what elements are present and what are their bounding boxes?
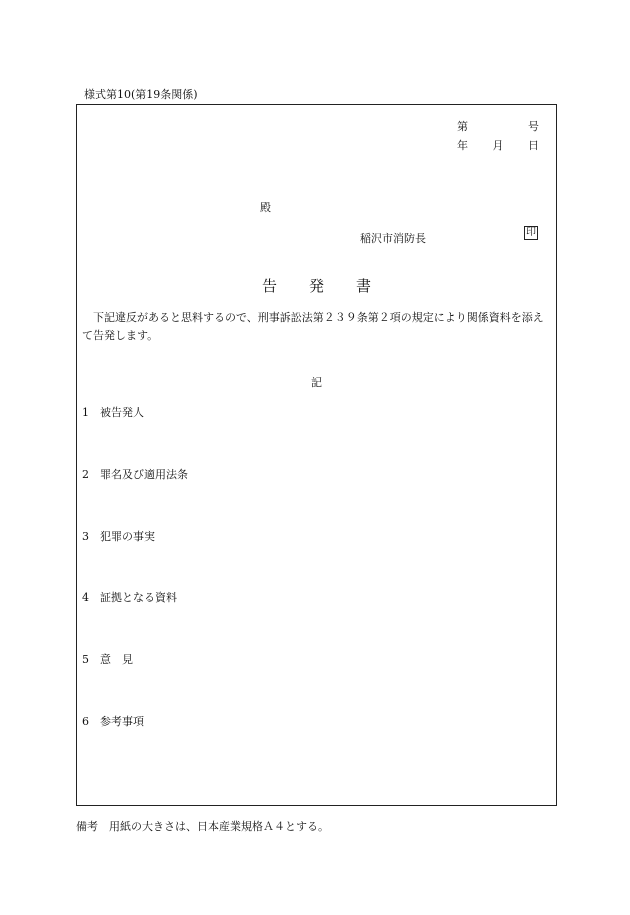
issuer-title: 稲沢市消防長 <box>360 232 426 245</box>
item-number: 6 <box>82 715 89 728</box>
item-1 <box>82 404 144 420</box>
item-label: 証拠となる資料 <box>100 591 177 604</box>
date-month: 月 <box>492 139 504 152</box>
item-number: 1 <box>82 406 89 419</box>
title-char-2: 発 <box>309 277 325 295</box>
item-5 <box>82 651 133 667</box>
item-label: 犯罪の事実 <box>100 530 155 543</box>
item-6 <box>82 713 144 729</box>
item-number: 3 <box>82 530 89 543</box>
title-char-1: 告 <box>262 277 278 295</box>
item-label: 意 見 <box>100 653 133 666</box>
item-number: 4 <box>82 591 89 604</box>
item-2 <box>82 466 188 482</box>
item-3 <box>82 528 155 544</box>
document-number <box>457 118 539 134</box>
body-text-content: 下記違反があると思料するので、刑事訴訟法第２３９条第２項の規定により関係資料を添えて告発します。 <box>82 311 544 342</box>
form-frame <box>76 104 557 806</box>
number-prefix: 第 <box>457 120 468 133</box>
date-day: 日 <box>528 139 539 152</box>
seal-mark: 印 <box>526 227 536 238</box>
item-label: 参考事項 <box>100 715 144 728</box>
title-char-3: 書 <box>356 277 372 295</box>
item-label: 被告発人 <box>100 406 144 419</box>
ki-heading: 記 <box>311 376 322 389</box>
addressee-suffix: 殿 <box>260 201 271 214</box>
form-label: 様式第10(第19条関係) <box>84 88 198 101</box>
date-year: 年 <box>457 139 468 152</box>
document-date <box>457 137 539 153</box>
item-4 <box>82 589 177 605</box>
body-text <box>82 309 552 345</box>
item-label: 罪名及び適用法条 <box>100 468 188 481</box>
number-suffix: 号 <box>528 120 539 133</box>
item-number: 2 <box>82 468 89 481</box>
item-number: 5 <box>82 653 89 666</box>
remarks: 備考 用紙の大きさは、日本産業規格Ａ４とする。 <box>76 820 329 833</box>
